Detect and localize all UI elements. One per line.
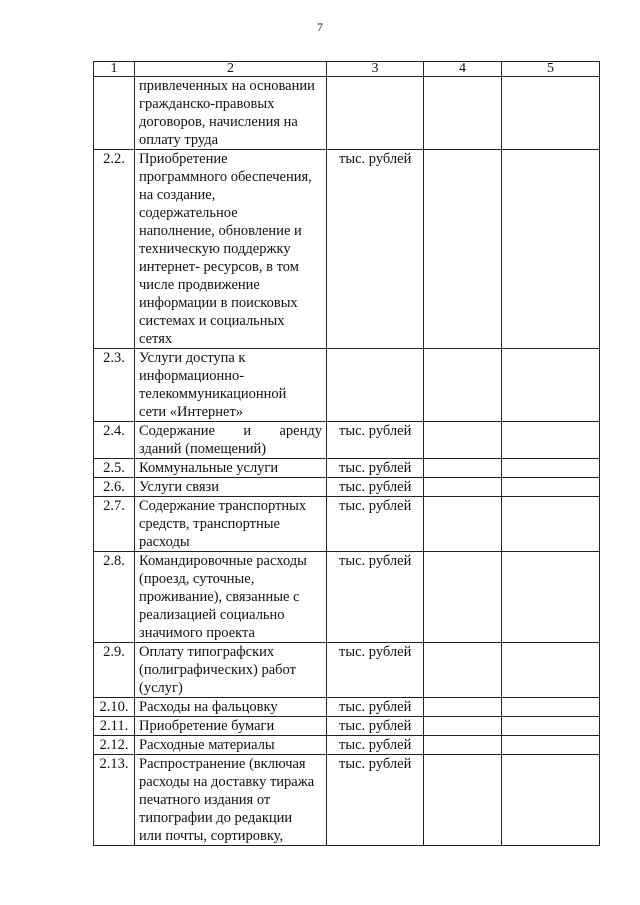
table-row <box>94 77 600 150</box>
row-unit <box>327 349 424 422</box>
row-description <box>135 478 327 497</box>
description-line: расходы <box>139 534 190 550</box>
row-col-4 <box>424 478 502 497</box>
row-number: 2.7. <box>94 497 135 552</box>
description-line: телекоммуникационной <box>139 386 287 402</box>
row-description <box>135 349 327 422</box>
row-number: 2.2. <box>94 150 135 349</box>
description-line: системах и социальных <box>139 313 285 329</box>
row-unit: тыс. рублей <box>327 698 424 717</box>
header-col-4: 4 <box>424 62 502 77</box>
table-row <box>94 643 600 698</box>
description-line: договоров, начисления на <box>139 114 298 130</box>
row-number: 2.8. <box>94 552 135 643</box>
row-col-5 <box>502 755 600 846</box>
row-unit: тыс. рублей <box>327 736 424 755</box>
description-line: средств, транспортные <box>139 516 280 532</box>
description-line: техническую поддержку <box>139 241 291 257</box>
row-unit: тыс. рублей <box>327 497 424 552</box>
row-number: 2.9. <box>94 643 135 698</box>
description-line: (полиграфических) работ <box>139 662 296 678</box>
description-line: (услуг) <box>139 680 183 696</box>
description-line: значимого проекта <box>139 625 255 641</box>
row-col-4 <box>424 755 502 846</box>
table-row <box>94 755 600 846</box>
table-row <box>94 422 600 459</box>
description-line: интернет- ресурсов, в том <box>139 259 299 275</box>
row-description <box>135 717 327 736</box>
row-col-4 <box>424 643 502 698</box>
row-col-5 <box>502 77 600 150</box>
description-line: гражданско-правовых <box>139 96 275 112</box>
table-row <box>94 150 600 349</box>
row-description <box>135 497 327 552</box>
description-line: сети «Интернет» <box>139 404 244 420</box>
header-col-5: 5 <box>502 62 600 77</box>
table-row <box>94 459 600 478</box>
description-line: содержательное <box>139 205 238 221</box>
header-col-3: 3 <box>327 62 424 77</box>
row-col-5 <box>502 497 600 552</box>
row-number: 2.6. <box>94 478 135 497</box>
row-number: 2.3. <box>94 349 135 422</box>
description-line: зданий (помещений) <box>139 441 267 457</box>
row-unit <box>327 77 424 150</box>
description-line: информационно- <box>139 368 245 384</box>
row-col-4 <box>424 349 502 422</box>
row-col-5 <box>502 459 600 478</box>
row-col-4 <box>424 698 502 717</box>
row-number <box>94 77 135 150</box>
description-line: (проезд, суточные, <box>139 571 255 587</box>
page-number: 7 <box>317 20 323 34</box>
table-row <box>94 698 600 717</box>
row-description <box>135 643 327 698</box>
table-row <box>94 736 600 755</box>
row-col-4 <box>424 552 502 643</box>
row-col-5 <box>502 736 600 755</box>
table-row <box>94 349 600 422</box>
description-line: типографии до редакции <box>139 810 293 826</box>
description-line: программного обеспечения, <box>139 169 312 185</box>
row-col-5 <box>502 698 600 717</box>
description-line: Коммунальные услуги <box>139 460 279 476</box>
row-number: 2.5. <box>94 459 135 478</box>
row-unit: тыс. рублей <box>327 478 424 497</box>
row-col-4 <box>424 736 502 755</box>
row-unit: тыс. рублей <box>327 643 424 698</box>
row-col-5 <box>502 552 600 643</box>
description-line: Расходные материалы <box>139 737 275 753</box>
description-line: Распространение (включая <box>139 756 306 772</box>
description-line: информации в поисковых <box>139 295 298 311</box>
description-line: Содержание транспортных <box>139 498 307 514</box>
description-line: расходы на доставку тиража <box>139 774 315 790</box>
row-number: 2.11. <box>94 717 135 736</box>
description-line: или почты, сортировку, <box>139 828 284 844</box>
row-description <box>135 150 327 349</box>
row-col-4 <box>424 497 502 552</box>
row-unit: тыс. рублей <box>327 422 424 459</box>
description-line: привлеченных на основании <box>139 78 315 94</box>
description-line: печатного издания от <box>139 792 271 808</box>
row-number: 2.13. <box>94 755 135 846</box>
row-description <box>135 736 327 755</box>
description-line: числе продвижение <box>139 277 260 293</box>
row-unit: тыс. рублей <box>327 459 424 478</box>
table-row <box>94 552 600 643</box>
row-col-5 <box>502 478 600 497</box>
description-line: Приобретение <box>139 151 228 167</box>
row-description <box>135 552 327 643</box>
row-number: 2.10. <box>94 698 135 717</box>
row-col-5 <box>502 422 600 459</box>
description-line: оплату труда <box>139 132 219 148</box>
header-col-1: 1 <box>94 62 135 77</box>
description-line: на создание, <box>139 187 216 203</box>
row-description <box>135 698 327 717</box>
description-line: Командировочные расходы <box>139 553 307 569</box>
description-line: проживание), связанные с <box>139 589 300 605</box>
description-line: Услуги связи <box>139 479 220 495</box>
description-line: Оплату типографских <box>139 644 275 660</box>
row-unit: тыс. рублей <box>327 717 424 736</box>
row-col-4 <box>424 717 502 736</box>
row-col-5 <box>502 643 600 698</box>
row-description <box>135 77 327 150</box>
row-col-5 <box>502 717 600 736</box>
row-unit: тыс. рублей <box>327 552 424 643</box>
row-description <box>135 459 327 478</box>
description-line: Расходы на фальцовку <box>139 699 278 715</box>
table-header-row <box>94 62 600 77</box>
table-row <box>94 717 600 736</box>
description-line: Приобретение бумаги <box>139 718 275 734</box>
row-unit: тыс. рублей <box>327 755 424 846</box>
description-line: реализацией социально <box>139 607 285 623</box>
table-row <box>94 478 600 497</box>
description-line: Услуги доступа к <box>139 350 246 366</box>
header-col-2: 2 <box>135 62 327 77</box>
row-col-4 <box>424 422 502 459</box>
table-body <box>94 62 600 846</box>
row-col-5 <box>502 150 600 349</box>
row-col-4 <box>424 150 502 349</box>
row-col-5 <box>502 349 600 422</box>
row-description <box>135 422 327 459</box>
table-row <box>94 497 600 552</box>
row-col-4 <box>424 77 502 150</box>
description-line: сетях <box>139 331 173 347</box>
budget-table <box>93 61 600 846</box>
row-unit: тыс. рублей <box>327 150 424 349</box>
row-number: 2.12. <box>94 736 135 755</box>
row-col-4 <box>424 459 502 478</box>
description-line: наполнение, обновление и <box>139 223 302 239</box>
row-number: 2.4. <box>94 422 135 459</box>
row-description <box>135 755 327 846</box>
description-line: Содержание и аренду <box>139 423 322 439</box>
